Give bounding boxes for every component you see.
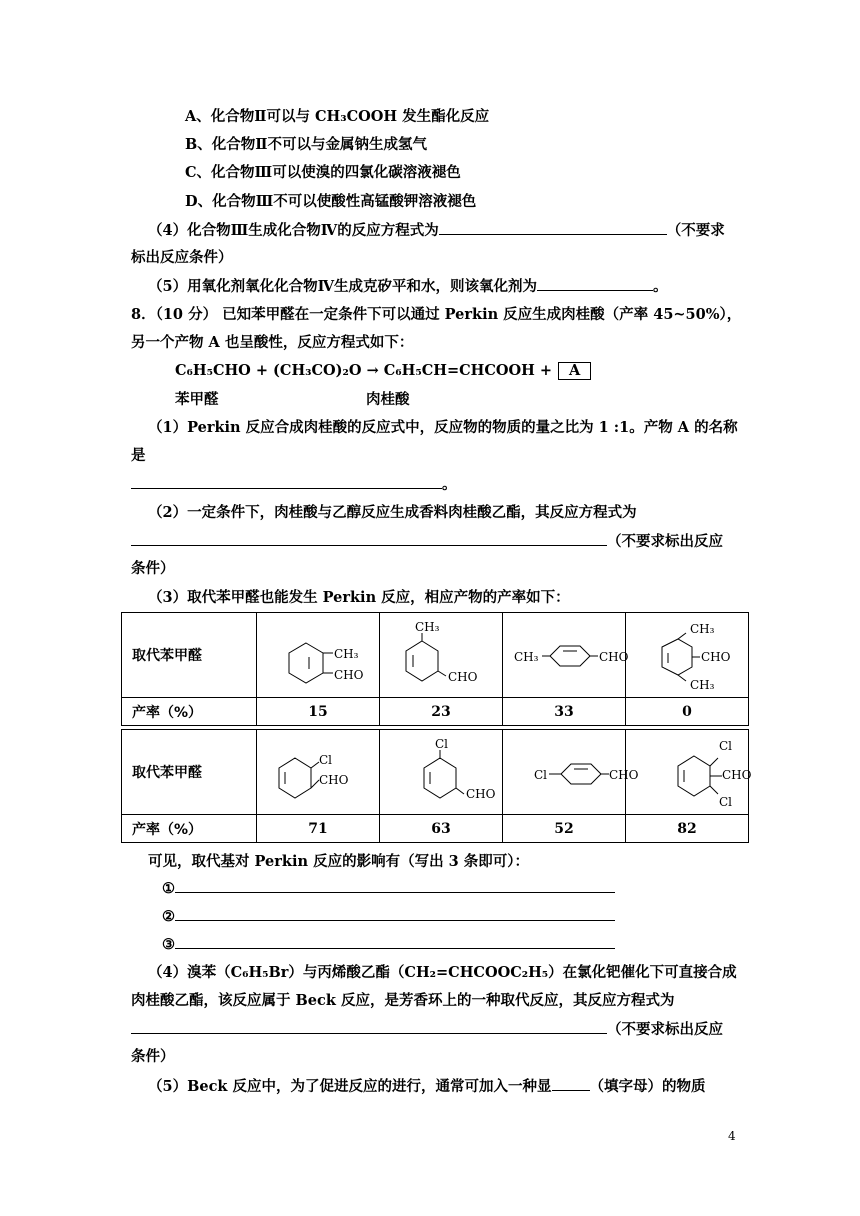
equation-text: C₆H₅CHO + (CH₃CO)₂O → C₆H₅CH=CHCOOH + — [175, 362, 553, 379]
yield-cell: 63 — [380, 815, 503, 843]
yield-cell: 33 — [503, 698, 626, 726]
yield-table-methyl — [121, 612, 749, 726]
sub5-answer-blank[interactable] — [552, 1076, 590, 1091]
ch3-label: CH₃ — [334, 647, 359, 661]
cho-label: CHO — [701, 650, 731, 664]
meta-methyl-structure-icon — [380, 613, 502, 697]
structure-2-chlorobenzaldehyde — [257, 730, 380, 815]
cl-label: Cl — [319, 753, 333, 767]
answer-2 — [162, 906, 615, 927]
para-methyl-structure-icon — [503, 613, 629, 697]
sub1-line1: （1）Perkin 反应合成肉桂酸的反应式中，反应物的物质的量之比为 1 :1。产物 A 的名称 — [148, 419, 738, 436]
ch3-label-top: CH₃ — [690, 622, 715, 636]
cho-label: CHO — [722, 768, 752, 782]
circled-2: ② — [162, 908, 175, 925]
option-b: B、化合物Ⅱ不可以与金属钠生成氢气 — [185, 136, 427, 153]
product-a-box: A — [558, 362, 591, 380]
option-c: C、化合物Ⅲ可以使溴的四氯化碳溶液褪色 — [185, 164, 461, 181]
problem8-intro: 8．（10 分） 已知苯甲醛在一定条件下可以通过 Perkin 反应生成肉桂酸（产率 45~50%）， — [131, 306, 742, 323]
cho-label: CHO — [609, 768, 639, 782]
answer-1-blank[interactable] — [175, 878, 615, 893]
sub4-answer-line — [131, 1019, 723, 1040]
answer-3 — [162, 934, 615, 955]
option-a: A、化合物Ⅱ可以与 CH₃COOH 发生酯化反应 — [185, 108, 490, 125]
conclusion-line: 可见，取代基对 Perkin 反应的影响有（写出 3 条即可）： — [148, 853, 530, 870]
ch3-label: CH₃ — [514, 650, 539, 664]
row-label-substituted-benzaldehyde: 取代苯甲醛 — [122, 613, 257, 698]
sub2-suffix: （不要求标出反应 — [607, 533, 723, 550]
answer-2-blank[interactable] — [175, 906, 615, 921]
sub4-line4: 条件） — [131, 1048, 175, 1065]
q4-answer-blank[interactable] — [439, 220, 667, 235]
sub1-line2: 是 — [131, 447, 146, 464]
dimethyl-structure-icon — [626, 613, 748, 697]
q4-suffix: （不要求 — [666, 222, 725, 239]
sub2-line3: 条件） — [131, 560, 175, 577]
row-label-yield: 产率（%） — [122, 698, 257, 726]
row-label-yield: 产率（%） — [122, 815, 257, 843]
q4-line — [148, 220, 725, 241]
sub5-line — [148, 1076, 706, 1097]
para-chloro-structure-icon — [503, 730, 639, 814]
sub3-line1: （3）取代苯甲醛也能发生 Perkin 反应，相应产物的产率如下： — [148, 589, 570, 606]
sub4-answer-blank[interactable] — [131, 1019, 607, 1034]
page-number: 4 — [728, 1129, 736, 1143]
sub4-line2: 肉桂酸乙酯，该反应属于 Beck 反应，是芳香环上的一种取代反应，其反应方程式为 — [131, 992, 675, 1009]
sub2-line1: （2）一定条件下，肉桂酸与乙醇反应生成香料肉桂酸乙酯，其反应方程式为 — [148, 504, 637, 521]
problem8-intro2: 另一个产物 A 也呈酸性，反应方程式如下： — [131, 334, 414, 351]
sub2-answer-line — [131, 531, 723, 552]
sub2-answer-blank[interactable] — [131, 531, 607, 546]
q5-line — [148, 276, 668, 297]
yield-table-chloro — [121, 729, 752, 843]
cl-label-top: Cl — [719, 739, 733, 753]
structure-4-methylbenzaldehyde — [503, 613, 629, 698]
circled-3: ③ — [162, 936, 175, 953]
yield-cell: 15 — [257, 698, 380, 726]
sub1-answer-line — [131, 474, 457, 495]
q4-line2: 标出反应条件） — [131, 249, 233, 266]
answer-1 — [162, 878, 615, 899]
sub4-suffix: （不要求标出反应 — [607, 1021, 723, 1038]
cho-label: CHO — [466, 787, 496, 801]
q5-prefix: （5）用氧化剂氧化化合物Ⅳ生成克矽平和水，则该氧化剂为 — [148, 278, 538, 295]
q5-suffix: 。 — [653, 278, 668, 295]
sub5-suffix: （填字母）的物质 — [589, 1078, 706, 1095]
sub1-end: 。 — [442, 476, 457, 493]
structure-2-6-dichlorobenzaldehyde — [626, 730, 752, 815]
structure-2-methylbenzaldehyde — [257, 613, 380, 698]
cl-label: Cl — [534, 768, 548, 782]
sub4-line1: （4）溴苯（C₆H₅Br）与丙烯酸乙酯（CH₂=CHCOOC₂H₅）在氯化钯催化下可直接合成 — [148, 964, 737, 981]
cho-label: CHO — [334, 668, 364, 682]
row-label-substituted-benzaldehyde: 取代苯甲醛 — [122, 730, 257, 815]
circled-1: ① — [162, 880, 175, 897]
meta-chloro-structure-icon — [380, 730, 502, 814]
structure-2-6-dimethylbenzaldehyde — [626, 613, 749, 698]
option-d: D、化合物Ⅲ不可以使酸性高锰酸钾溶液褪色 — [185, 193, 477, 210]
yield-cell: 52 — [503, 815, 626, 843]
structure-3-methylbenzaldehyde — [380, 613, 503, 698]
benzaldehyde-name: 苯甲醛 — [175, 391, 219, 408]
cho-label: CHO — [319, 773, 349, 787]
structure-4-chlorobenzaldehyde — [503, 730, 639, 815]
yield-cell: 71 — [257, 815, 380, 843]
ortho-methyl-structure-icon — [257, 613, 379, 697]
ortho-chloro-structure-icon — [257, 730, 379, 814]
sub5-prefix: （5）Beck 反应中，为了促进反应的进行，通常可加入一种显 — [148, 1078, 552, 1095]
cinnamic-acid-name: 肉桂酸 — [366, 391, 410, 408]
dichloro-structure-icon — [626, 730, 752, 814]
reaction-equation — [175, 361, 591, 381]
sub1-answer-blank[interactable] — [131, 474, 442, 489]
answer-3-blank[interactable] — [175, 934, 615, 949]
yield-cell: 23 — [380, 698, 503, 726]
ch3-label-bottom: CH₃ — [690, 678, 715, 692]
cho-label: CHO — [599, 650, 629, 664]
cho-label: CHO — [448, 670, 478, 684]
yield-cell: 0 — [626, 698, 749, 726]
structure-3-chlorobenzaldehyde — [380, 730, 503, 815]
q5-answer-blank[interactable] — [537, 276, 653, 291]
yield-cell: 82 — [626, 815, 749, 843]
cl-label-bottom: Cl — [719, 795, 733, 809]
cl-label: Cl — [435, 737, 449, 751]
ch3-label: CH₃ — [415, 620, 440, 634]
q4-prefix: （4）化合物Ⅲ生成化合物Ⅳ的反应方程式为 — [148, 222, 439, 239]
